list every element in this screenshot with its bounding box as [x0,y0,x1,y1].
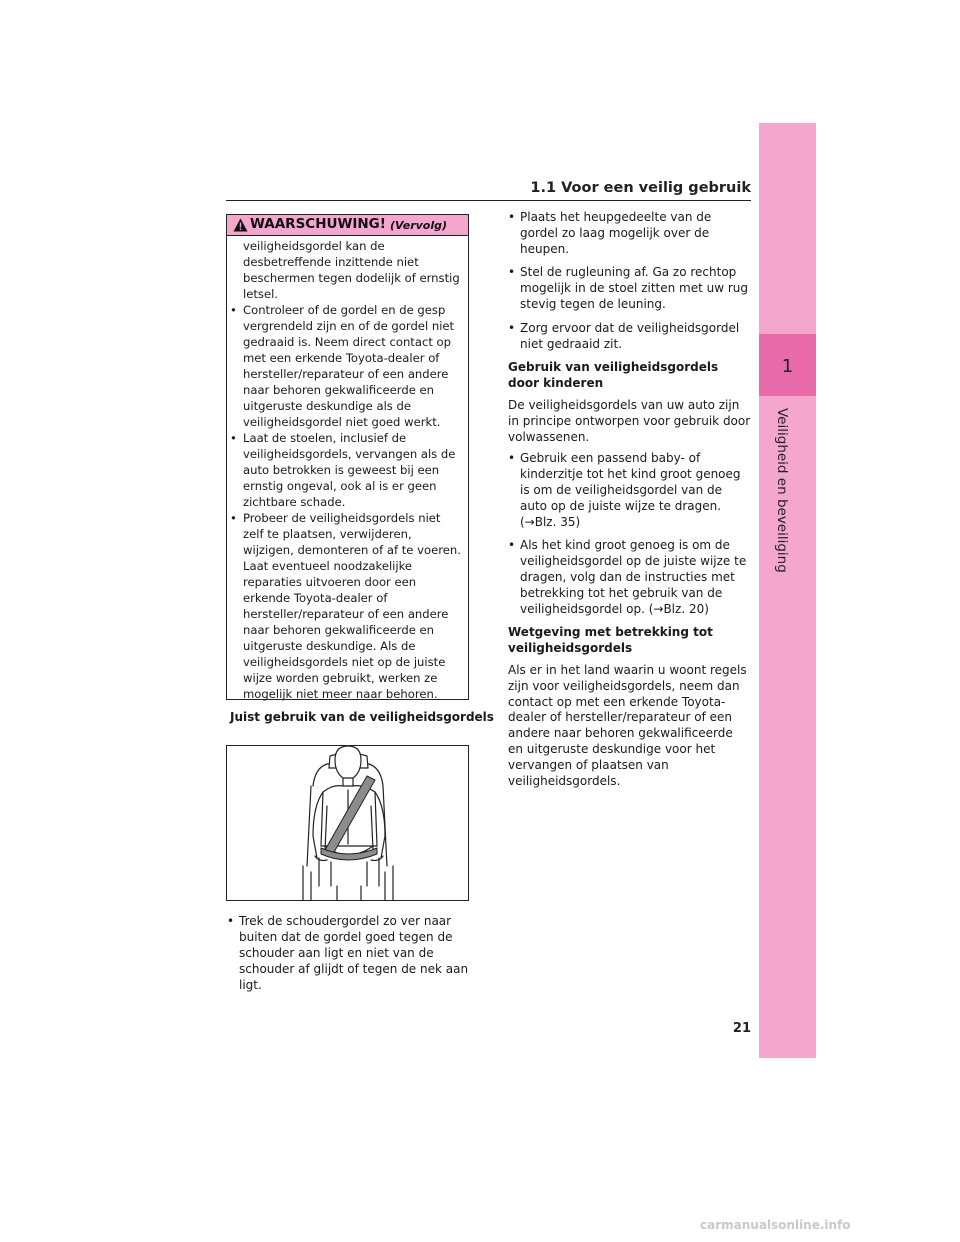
children-heading: Gebruik van veiligheidsgordels door kinderen [508,360,719,391]
chapter-side-strip [759,123,816,1058]
warning-header [227,215,468,236]
warning-item: • Laat de stoelen, inclusief de veiligheidsgordels, vervangen als de auto betrokken is geweest bij een ernstig ongeval, ook al is er geen zichtbare schade. [235,430,464,510]
seated-person-drawing [227,746,468,900]
section-header: 1.1 Voor een veilig gebruik [530,180,751,196]
warning-box [226,214,469,700]
list-item: • Plaats het heupgedeelte van de gordel zo laag mogelijk over de heupen. [508,210,751,257]
right-column [508,210,751,795]
warning-item: • Controleer of de gordel en de gesp vergrendeld zijn en of de gordel niet gedraaid is. Neem direct contact op met een erkende Toyota-dealer of hersteller/reparateur of een andere naar behoren gekwalificeerde en uitgeruste deskundige als de veiligheidsgordel niet goed werkt. [235,302,464,430]
legislation-heading: Wetgeving met betrekking tot veiligheidsgordels [508,625,713,656]
list-item: • Zorg ervoor dat de veiligheidsgordel niet gedraaid zit. [508,321,751,353]
list-item: • Gebruik een passend baby- of kinderzitje tot het kind groot genoeg is om de veiligheidsgordel van de auto op de juiste wijze te dragen. (→Blz. 35) [508,451,751,530]
chapter-label: Veiligheid en beveiliging [774,408,790,573]
warning-body [235,238,464,702]
warning-title: WAARSCHUWING! [250,216,386,232]
seatbelt-illustration [226,745,469,901]
header-divider [226,200,751,201]
watermark: carmanualsonline.info [700,1218,851,1232]
seatbelt-usage-heading: Juist gebruik van de veiligheidsgordels [230,710,494,724]
page-number: 21 [732,1021,751,1036]
warning-item: • Probeer de veiligheidsgordels niet zelf te plaatsen, verwijderen, wijzigen, demonteren of af te voeren. Laat eventueel noodzakelijke reparaties uitvoeren door een erkende Toyota-dealer of hersteller/reparateur of een andere naar behoren gekwalificeerde en uitgeruste deskundige. Als de veiligheidsgordels niet op de juiste wijze worden gebruikt, werken ze mogelijk niet meer naar behoren. [235,510,464,702]
seatbelt-usage-list-continued [508,210,751,352]
legislation-paragraph: Als er in het land waarin u woont regels zijn voor veiligheidsgordels, neem dan contact op met een erkende Toyota-dealer of hersteller/reparateur of een andere naar behoren gekwalificeerde en uitgeruste deskundige voor het vervangen of plaatsen van veiligheidsgordels. [508,662,747,788]
warning-triangle-icon [233,218,248,232]
list-item: • Trek de schoudergordel zo ver naar buiten dat de gordel goed tegen de schouder aan ligt en niet van de schouder af glijdt of tegen de nek aan ligt. [227,913,469,993]
warning-list [235,302,464,702]
warning-intro: veiligheidsgordel kan de desbetreffende inzittende niet beschermen tegen dodelijk of ernstig letsel. [243,239,460,301]
list-item: • Stel de rugleuning af. Ga zo rechtop mogelijk in de stoel zitten met uw rug stevig tegen de leuning. [508,265,751,312]
warning-subtitle: (Vervolg) [390,219,448,232]
children-paragraph: De veiligheidsgordels van uw auto zijn in principe ontworpen voor gebruik door volwassenen. [508,397,751,444]
children-list [508,451,751,617]
chapter-number: 1 [781,356,794,377]
seatbelt-usage-list [227,913,469,993]
chapter-tab[interactable] [759,334,816,396]
list-item: • Als het kind groot genoeg is om de veiligheidsgordel op de juiste wijze te dragen, volg dan de instructies met betrekking tot het gebruik van de veiligheidsgordel op. (→Blz. 20) [508,538,751,617]
